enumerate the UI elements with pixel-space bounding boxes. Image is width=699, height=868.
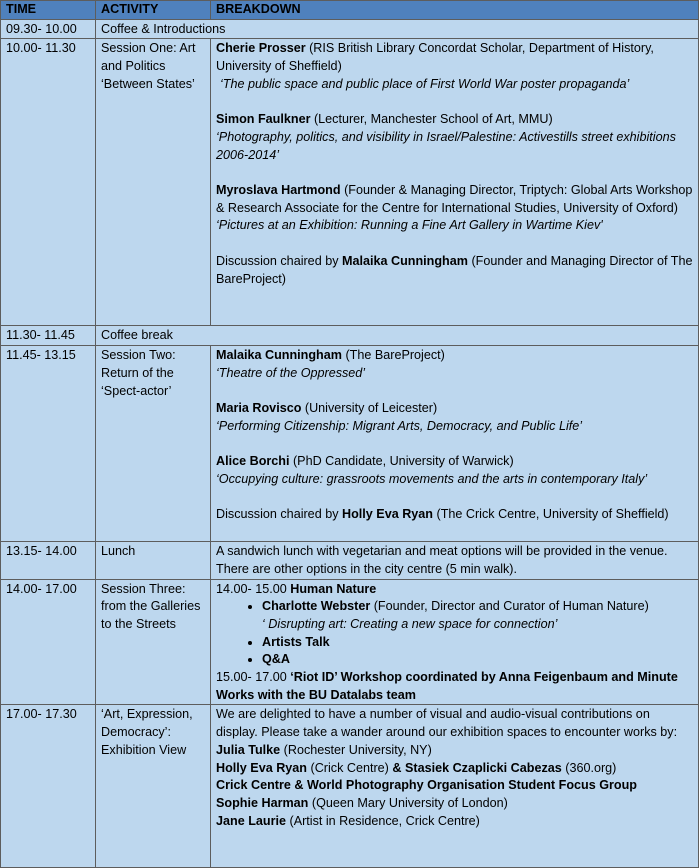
chair-affiliation: (Founder and Managing Director of The BareProject) [216,253,693,286]
contributor-name: Holly Eva Ryan [216,760,307,775]
contributor-name: Sophie Harman [216,795,309,810]
breakdown-cell [211,579,699,705]
activity-cell: Session One: Art and Politics ‘Between States’ [96,39,211,326]
list-item [262,598,695,616]
table-row [1,346,699,542]
header-breakdown: BREAKDOWN [211,1,699,20]
time-cell: 10.00- 11.30 [1,39,96,326]
talk-title: ‘ Disrupting art: Creating a new space for connection’ [262,616,558,631]
speaker-name: Charlotte Webster [262,599,371,614]
header-time: TIME [1,1,96,20]
speaker-name: Myroslava Hartmond [216,183,341,197]
speaker-affiliation: (Lecturer, Manchester School of Art, MMU) [310,112,553,127]
time-cell: 11.45- 13.15 [1,346,96,542]
chair-label: Discussion chaired by [216,507,342,522]
breakdown-cell [211,346,699,542]
activity-cell: Coffee & Introductions [96,19,699,39]
contributor-affiliation: (Crick Centre) [307,760,393,775]
table-row [1,39,699,326]
chair-affiliation: (The Crick Centre, University of Sheffield) [433,507,669,522]
talk-title: ‘The public space and public place of First World War poster propaganda’ [220,76,630,91]
chair-label: Discussion chaired by [216,253,342,268]
slot-title: ‘Riot ID’ Workshop coordinated by Anna Feigenbaum and Minute Works with the BU Datalabs team [216,670,678,702]
session-list [216,634,695,669]
breakdown-cell [211,705,699,868]
list-item-label: Q&A [262,652,290,667]
contributor-name: Jane Laurie [216,813,286,828]
contributor-affiliation: (360.org) [561,760,617,775]
time-cell: 09.30- 10.00 [1,19,96,39]
activity-cell: Lunch [96,542,211,579]
table-row [1,326,699,346]
list-item-label: Artists Talk [262,634,330,649]
breakdown-cell: A sandwich lunch with vegetarian and meat options will be provided in the venue. There are other options in the city centre (5 min walk). [211,542,699,579]
contributor-name: Julia Tulke [216,742,281,757]
exhibition-intro: We are delighted to have a number of visual and audio-visual contributions on display. Please take a wander around our exhibition spaces to encounter works by: [216,707,678,740]
contributor-affiliation: (Artist in Residence, Crick Centre) [286,813,480,828]
table-row [1,705,699,868]
time-cell: 11.30- 11.45 [1,326,96,346]
chair-name: Holly Eva Ryan [342,507,433,522]
header-row [1,1,699,20]
session-list [216,598,695,616]
table-row [1,542,699,579]
speaker-name: Maria Rovisco [216,401,305,416]
talk-title: ‘Pictures at an Exhibition: Running a Fine Art Gallery in Wartime Kiev' [216,218,603,233]
speaker-affiliation: (Founder & Managing Director, Triptych: Global Arts Workshop & Research Associate for the Centre for International Studies, University of Oxford) [216,183,693,215]
activity-cell: Coffee break [96,326,699,346]
contributor-name: & Stasiek Czaplicki Cabezas [392,760,562,775]
speaker-name: Simon Faulkner [216,112,311,127]
contributor-affiliation: (Queen Mary University of London) [308,795,508,810]
list-item [262,651,695,669]
talk-title: ‘Performing Citizenship: Migrant Arts, Democracy, and Public Life’ [216,418,583,433]
speaker-name: Malaika Cunningham [216,348,342,363]
speaker-affiliation: (Founder, Director and Curator of Human Nature) [370,599,649,614]
talk-title: ‘Occupying culture: grassroots movements and the arts in contemporary Italy’ [216,472,648,486]
table-row [1,579,699,705]
speaker-affiliation: (University of Leicester) [304,401,438,416]
breakdown-cell [211,39,699,326]
activity-cell: ‘Art, Expression, Democracy’: Exhibition View [96,705,211,868]
slot-time: 15.00- 17.00 [216,670,291,685]
speaker-affiliation: (The BareProject) [341,348,445,363]
slot-time: 14.00- 15.00 [216,581,291,596]
talk-title: ‘Theatre of the Oppressed’ [216,365,366,380]
time-cell: 17.00- 17.30 [1,705,96,868]
talk-title: ‘Photography, politics, and visibility in Israel/Palestine: Activestills street exhibitions 2006-2014’ [216,129,676,162]
speaker-affiliation: (PhD Candidate, University of Warwick) [289,454,514,469]
table-row [1,19,699,39]
contributor-affiliation: (Rochester University, NY) [280,742,432,757]
slot-title: Human Nature [290,581,377,596]
speaker-affiliation: (RIS British Library Concordat Scholar, Department of History, University of Sheffield) [216,41,654,74]
activity-cell: Session Two: Return of the ‘Spect-actor’ [96,346,211,542]
activity-cell: Session Three: from the Galleries to the Streets [96,579,211,705]
speaker-name: Alice Borchi [216,454,290,469]
time-cell: 14.00- 17.00 [1,579,96,705]
list-item [262,634,695,652]
contributor-name: Crick Centre & World Photography Organisation Student Focus Group [216,778,637,793]
chair-name: Malaika Cunningham [342,253,468,268]
header-activity: ACTIVITY [96,1,211,20]
speaker-name: Cherie Prosser [216,41,306,56]
time-cell: 13.15- 14.00 [1,542,96,579]
